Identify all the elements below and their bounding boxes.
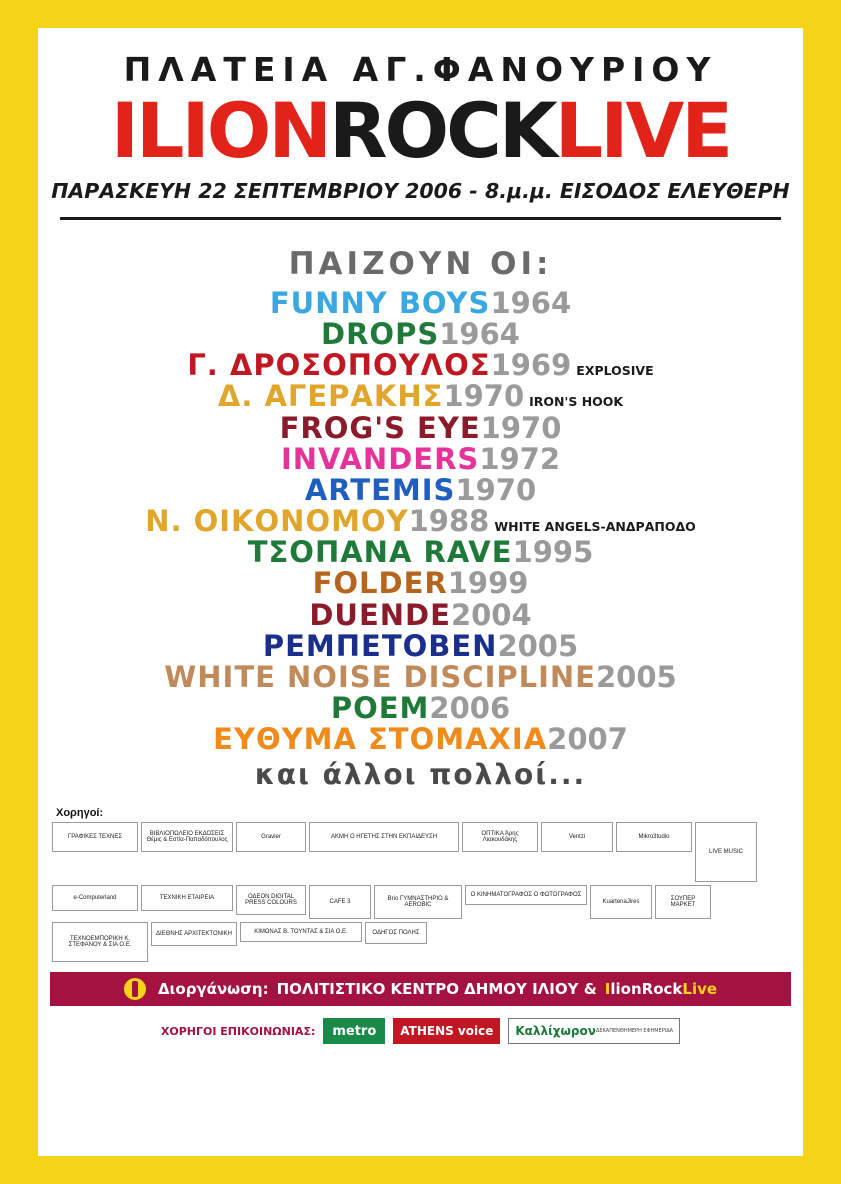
band-row [38, 566, 803, 601]
sponsor-logo: ΓΡΑΦΙΚΕΣ ΤΕΧΝΕΣ [52, 822, 138, 852]
sponsor-logo: Gravier [236, 822, 306, 852]
band-year: 1995 [512, 535, 594, 570]
band-name: FOLDER [312, 566, 448, 601]
sponsor-logo: Brio ΓΥΜΝΑΣΤΗΡΙΟ & AEROBIC [374, 885, 462, 919]
sponsor-logo-grid [52, 822, 789, 962]
mini-logo-lion: lion [610, 980, 642, 999]
organizer-text: ΠΟΛΙΤΙΣΤΙΚΟ ΚΕΝΤΡΟ ΔΗΜΟΥ ΙΛΙΟΥ & [276, 980, 597, 999]
band-row [38, 379, 803, 414]
band-year: 1972 [479, 441, 561, 476]
band-row [38, 659, 803, 694]
band-name: DUENDE [309, 597, 451, 632]
band-row [38, 410, 803, 445]
band-row [38, 535, 803, 570]
event-date: ΠΑΡΑΣΚΕΥΗ 22 ΣΕΠΤΕΜΒΡΙΟΥ 2006 - 8.μ.μ. ΕΙΣΟΔΟΣ ΕΛΕΥΘΕΡΗ [51, 179, 790, 203]
organizer-mini-logo [605, 980, 717, 998]
event-logo [38, 86, 803, 175]
sponsor-logo: e-Computerland [52, 885, 138, 911]
band-name: Γ. ΔΡΟΣΟΠΟΥΛΟΣ [187, 348, 491, 383]
band-row [38, 504, 803, 539]
dancer-icon [124, 978, 146, 1000]
band-name: Ν. ΟΙΚΟΝΟΜΟΥ [145, 504, 409, 539]
sponsor-logo: ΚΙΜΩΝΑΣ Β. ΤΟΥΝΤΑΣ & ΣΙΑ Ο.Ε. [240, 922, 362, 942]
band-year: 2005 [595, 659, 677, 694]
kallichoron-logo [508, 1018, 680, 1044]
band-name: FUNNY BOYS [269, 286, 491, 320]
band-name: Δ. ΑΓΕΡΑΚΗΣ [217, 379, 444, 414]
lineup-section [38, 246, 803, 791]
mini-logo-live: Live [682, 980, 718, 999]
band-year: 1964 [490, 286, 572, 320]
logo-ilion: ILION [110, 86, 329, 175]
band-note: WHITE ANGELS-ΑΝΔΡΑΠΟΔΟ [494, 519, 696, 535]
band-year: 1970 [443, 379, 525, 414]
media-sponsors-label: ΧΟΡΗΓΟΙ ΕΠΙΚΟΙΝΩΝΙΑΣ: [160, 1024, 316, 1038]
poster [38, 28, 803, 1156]
divider [60, 217, 781, 220]
sponsor-logo: ΒΙΒΛΙΟΠΩΛΕΙΟ ΕΚΔΟΣΕΙΣ Θέμις & Εστία-Παπαδόπουλος [141, 822, 233, 852]
sponsor-logo: LIVE MUSIC [695, 822, 757, 882]
sponsor-logo: ΟΠΤΙΚΑ Άρης Λιακουδάκης [462, 822, 538, 852]
sponsor-logo: KuartenaJires [590, 885, 652, 919]
band-name: WHITE NOISE DISCIPLINE [164, 659, 596, 694]
lineup-closing: και άλλοι πολλοί... [254, 758, 587, 792]
band-name: ΡΕΜΠΕΤΟΒΕΝ [262, 628, 498, 663]
logo-rock: ROCK [328, 86, 555, 175]
band-row [38, 317, 803, 352]
band-note: EXPLOSIVE [576, 363, 654, 379]
band-year: 1969 [490, 348, 572, 383]
sponsor-logo: ΣΟΥΠΕΡ ΜΑΡΚΕΤ [655, 885, 711, 919]
band-year: 2007 [547, 722, 628, 757]
band-row [38, 472, 803, 507]
band-name: ARTEMIS [304, 472, 456, 507]
band-name: POEM [330, 691, 430, 726]
band-row [38, 288, 803, 318]
band-row [38, 691, 803, 726]
kallichoron-sub: ΔΕΚΑΠΕΝΘΗΜΕΡΗ ΕΦΗΜΕΡΙΔΑ [595, 1028, 674, 1035]
band-year: 1999 [447, 566, 529, 601]
band-row [38, 628, 803, 663]
band-name: ΕΥΘΥΜΑ ΣΤΟΜΑΧΙΑ [213, 722, 548, 757]
organizer-bar [50, 972, 791, 1006]
sponsor-logo: Mikro3tudio [616, 822, 692, 852]
organizer-prefix: Διοργάνωση: [157, 980, 269, 999]
sponsor-logo: ΤΕΧΝΙΚΗ ΕΤΑΙΡΕΙΑ [141, 885, 233, 911]
media-sponsors-bar [50, 1014, 791, 1048]
band-name: FROG'S EYE [279, 410, 481, 445]
band-year: 2004 [450, 597, 532, 632]
band-row [38, 722, 803, 757]
sponsor-logo: ΟΔΕΟΝ DIGITAL PRESS COLOURS [236, 885, 306, 915]
sponsor-logo: Ventzi [541, 822, 613, 852]
metro-logo: metro [323, 1018, 385, 1044]
band-year: 1988 [408, 504, 490, 539]
band-name: DROPS [321, 317, 440, 352]
venue-title: ΠΛΑΤΕΙΑ ΑΓ.ΦΑΝΟΥΡΙΟΥ [123, 50, 718, 89]
sponsor-logo: ΑΚΜΗ Ο ΗΓΕΤΗΣ ΣΤΗΝ ΕΚΠΑΙΔΕΥΣΗ [309, 822, 459, 852]
band-name: ΤΣΟΠΑΝΑ RAVE [247, 535, 513, 570]
logo-live: LIVE [554, 86, 731, 175]
band-name: INVANDERS [280, 441, 480, 476]
band-year: 2006 [429, 691, 511, 726]
mini-logo-rock: Rock [641, 980, 683, 999]
band-year: 2005 [497, 628, 579, 663]
band-year: 1964 [439, 317, 520, 352]
sponsor-logo: ΔΙΕΘΝΗΣ ΑΡΧΙΤΕΚΤΟΝΙΚΗ [151, 922, 237, 946]
band-year: 1970 [480, 410, 562, 445]
kallichoron-name: Καλλίχωρον [515, 1024, 596, 1039]
lineup-heading: ΠΑΙΖΟΥΝ ΟΙ: [288, 246, 553, 282]
band-row [38, 348, 803, 383]
sponsor-logo: CAFE 3 [309, 885, 371, 919]
mini-logo-i: I [604, 980, 611, 999]
sponsor-logo: Ο ΚΙΝΗΜΑΤΟΓΡΑΦΟΣ Ο ΦΩΤΟΓΡΑΦΟΣ [465, 885, 587, 905]
band-year: 1970 [455, 472, 537, 507]
band-row [38, 597, 803, 632]
sponsors-label: Χορηγοί: [56, 807, 104, 820]
athens-voice-logo: ATHENS voice [393, 1018, 500, 1044]
sponsor-logo: ΤΕΧΝΟΕΜΠΟΡΙΚΗ Κ. ΣΤΕΦΑΝΟΥ & ΣΙΑ Ο.Ε. [52, 922, 148, 962]
band-list [38, 286, 803, 757]
band-row [38, 441, 803, 476]
band-note: IRON'S HOOK [529, 394, 624, 410]
sponsor-logo: ΟΔΗΓΟΣ ΠΟΛΗΣ [365, 922, 427, 944]
